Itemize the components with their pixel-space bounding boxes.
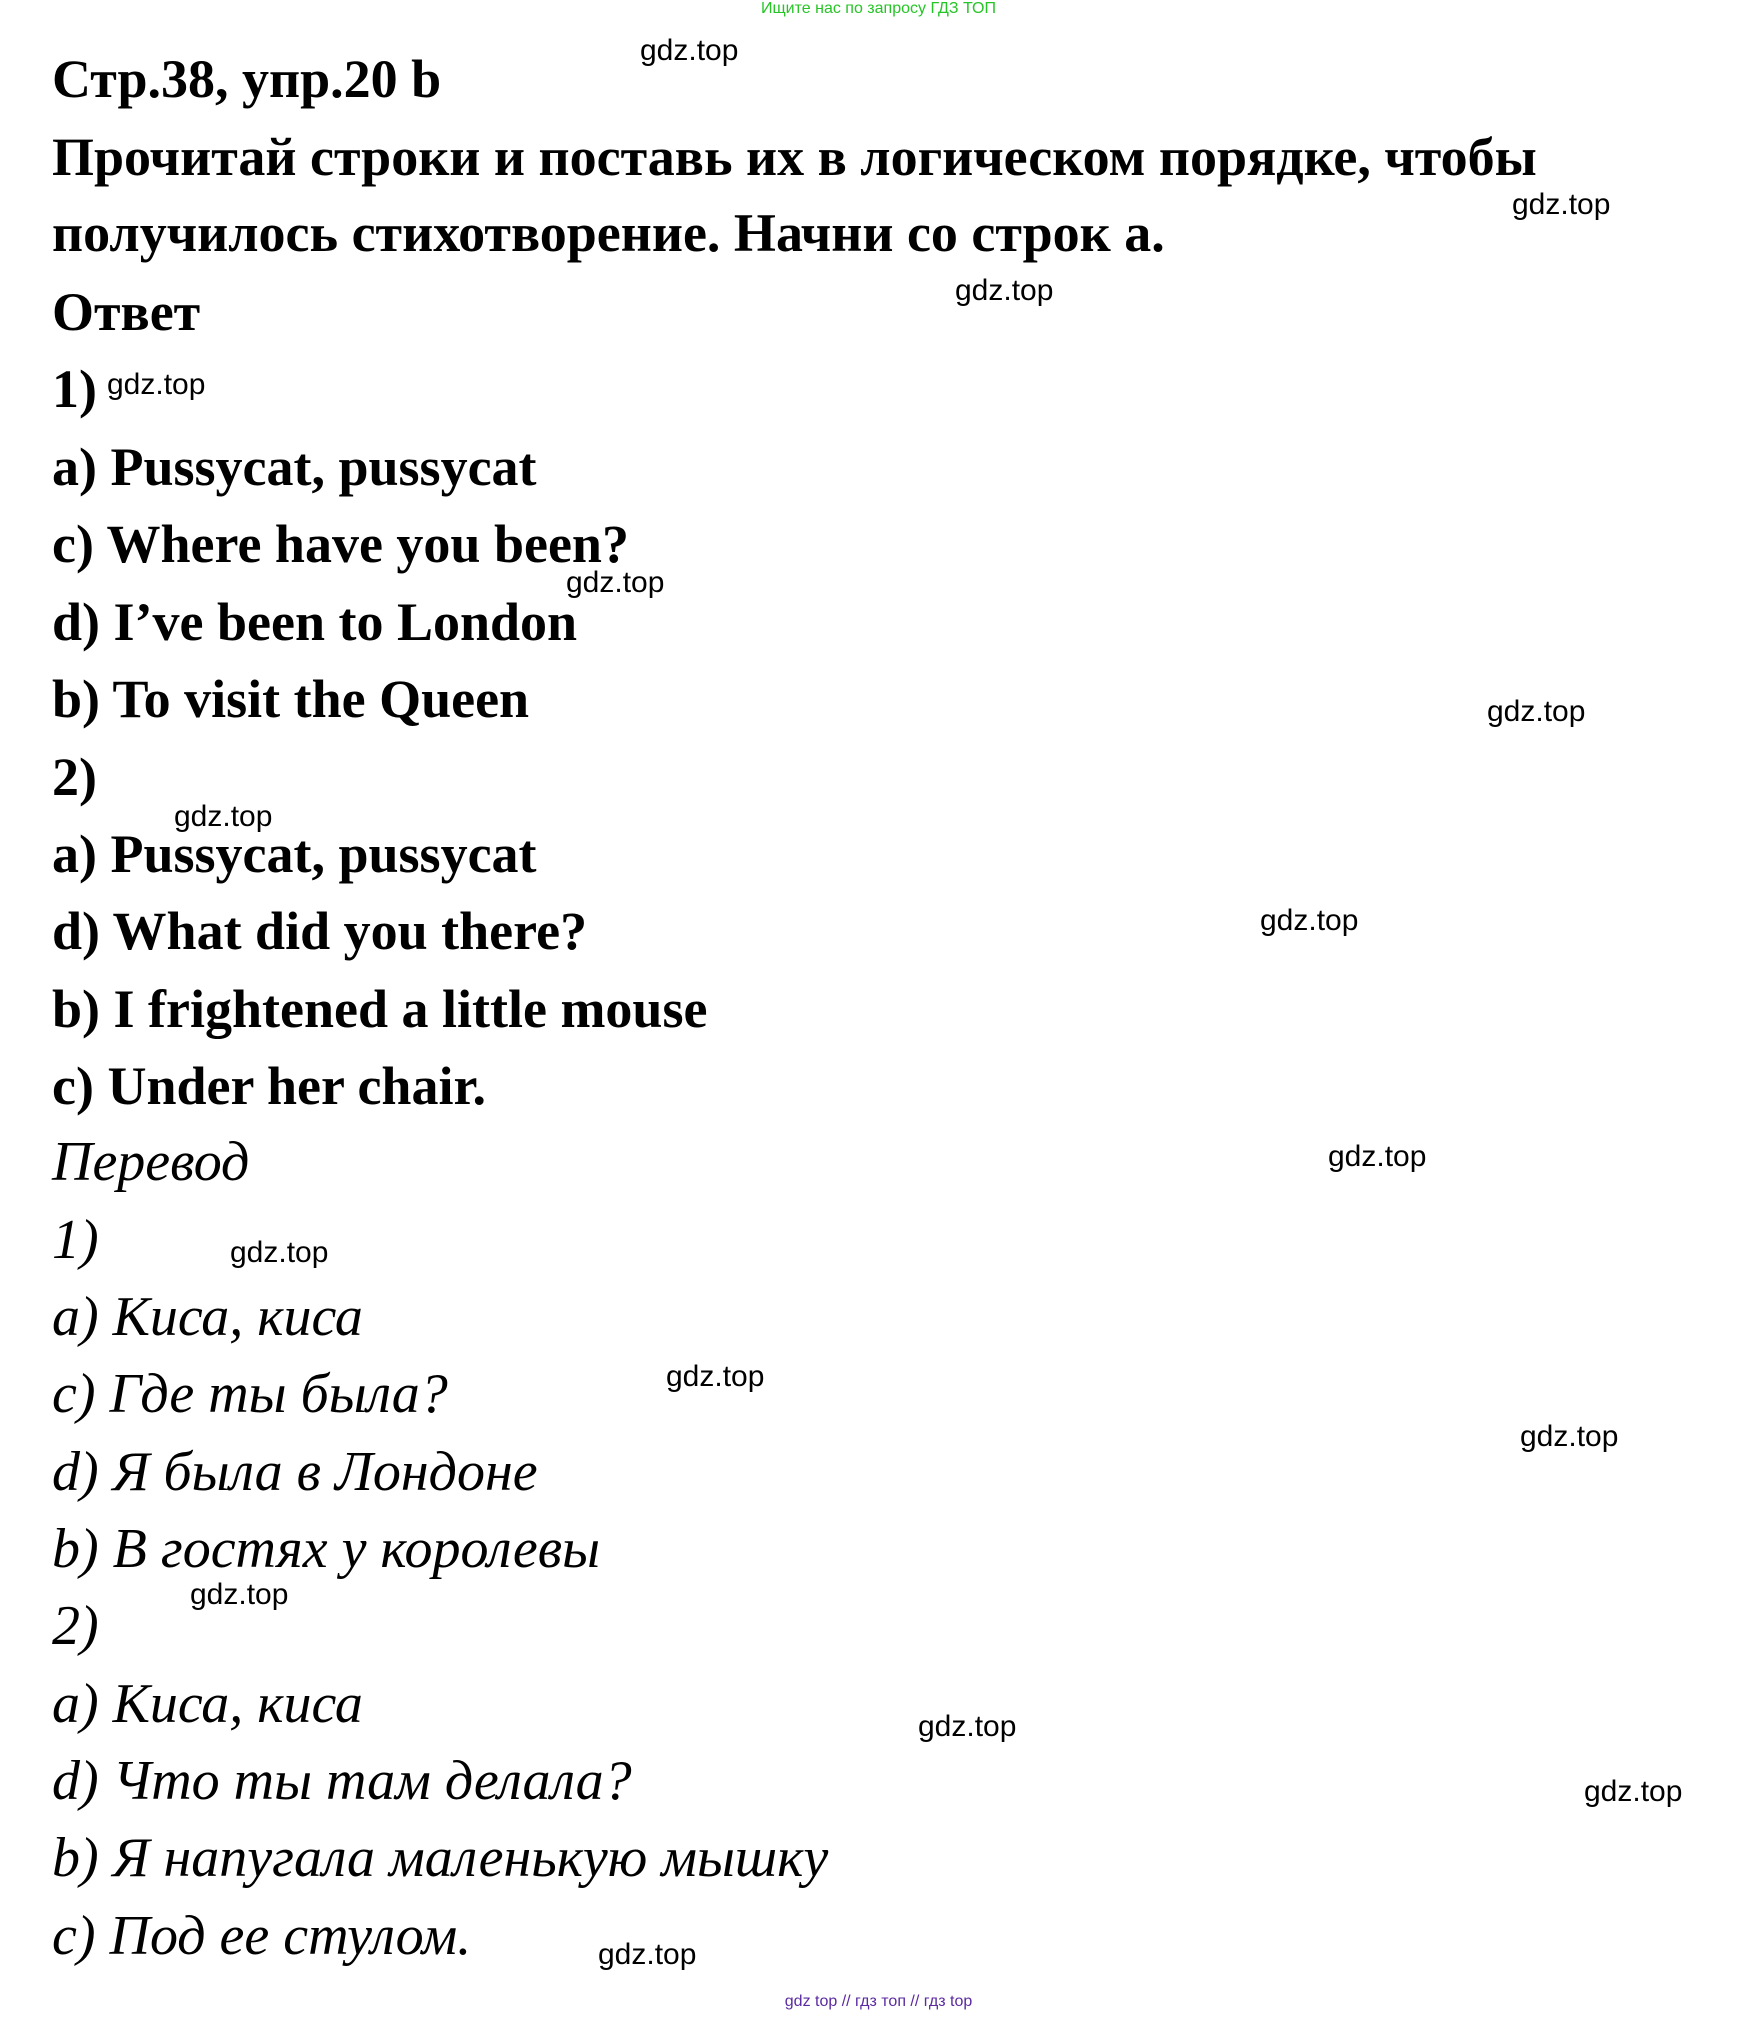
translation-2-line-c: c) Под ее стулом. xyxy=(52,1905,472,1967)
translation-2-line-b: b) Я напугала маленькую мышку xyxy=(52,1827,829,1889)
translation-1-number: 1) xyxy=(52,1209,99,1271)
answer-2-line-b: b) I frightened a little mouse xyxy=(52,979,708,1039)
translation-2-line-a: a) Киса, киса xyxy=(52,1673,363,1735)
watermark: gdz.top xyxy=(174,800,273,833)
answer-2-line-a: a) Pussycat, pussycat xyxy=(52,824,537,884)
translation-2-number: 2) xyxy=(52,1595,99,1657)
watermark: gdz.top xyxy=(1328,1140,1427,1173)
watermark: gdz.top xyxy=(1520,1420,1619,1453)
translation-1-line-a: a) Киса, киса xyxy=(52,1286,363,1348)
watermark: gdz.top xyxy=(598,1938,697,1971)
translation-2-line-d: d) Что ты там делала? xyxy=(52,1750,632,1812)
answer-2-line-d: d) What did you there? xyxy=(52,901,588,961)
watermark: gdz.top xyxy=(190,1578,289,1611)
translation-1-line-b: b) В гостях у королевы xyxy=(52,1518,600,1580)
watermark: gdz.top xyxy=(1260,904,1359,937)
answer-1-line-d: d) I’ve been to London xyxy=(52,592,578,652)
watermark: gdz.top xyxy=(107,368,206,401)
answer-2-number: 2) xyxy=(52,747,97,807)
watermark: gdz.top xyxy=(1512,188,1611,221)
answer-1-line-b: b) To visit the Queen xyxy=(52,669,530,729)
watermark: gdz.top xyxy=(955,274,1054,307)
translation-1-line-d: d) Я была в Лондоне xyxy=(52,1441,538,1503)
answer-2-line-c: c) Under her chair. xyxy=(52,1056,486,1116)
watermark: gdz.top xyxy=(640,34,739,67)
watermark: gdz.top xyxy=(1584,1775,1683,1808)
watermark: gdz.top xyxy=(230,1236,329,1269)
answer-heading: Ответ xyxy=(52,282,201,342)
answer-1-number: 1) xyxy=(52,359,97,419)
watermark: gdz.top xyxy=(918,1710,1017,1743)
watermark: gdz.top xyxy=(1487,695,1586,728)
watermark: gdz.top xyxy=(566,566,665,599)
translation-heading: Перевод xyxy=(52,1131,250,1193)
watermark: gdz.top xyxy=(666,1360,765,1393)
answer-1-line-a: a) Pussycat, pussycat xyxy=(52,437,537,497)
task-text-line-2: получилось стихотворение. Начни со строк а. xyxy=(52,203,1165,263)
task-text-line-1: Прочитай строки и поставь их в логическом порядке, чтобы xyxy=(52,127,1537,187)
translation-1-line-c: c) Где ты была? xyxy=(52,1363,448,1425)
page-title: Стр.38, упр.20 b xyxy=(52,49,442,109)
bottom-banner: gdz top // гдз топ // гдз top xyxy=(784,1993,973,2010)
top-banner: Ищите нас по запросу ГДЗ ТОП xyxy=(761,0,996,17)
answer-1-line-c: c) Where have you been? xyxy=(52,514,629,574)
